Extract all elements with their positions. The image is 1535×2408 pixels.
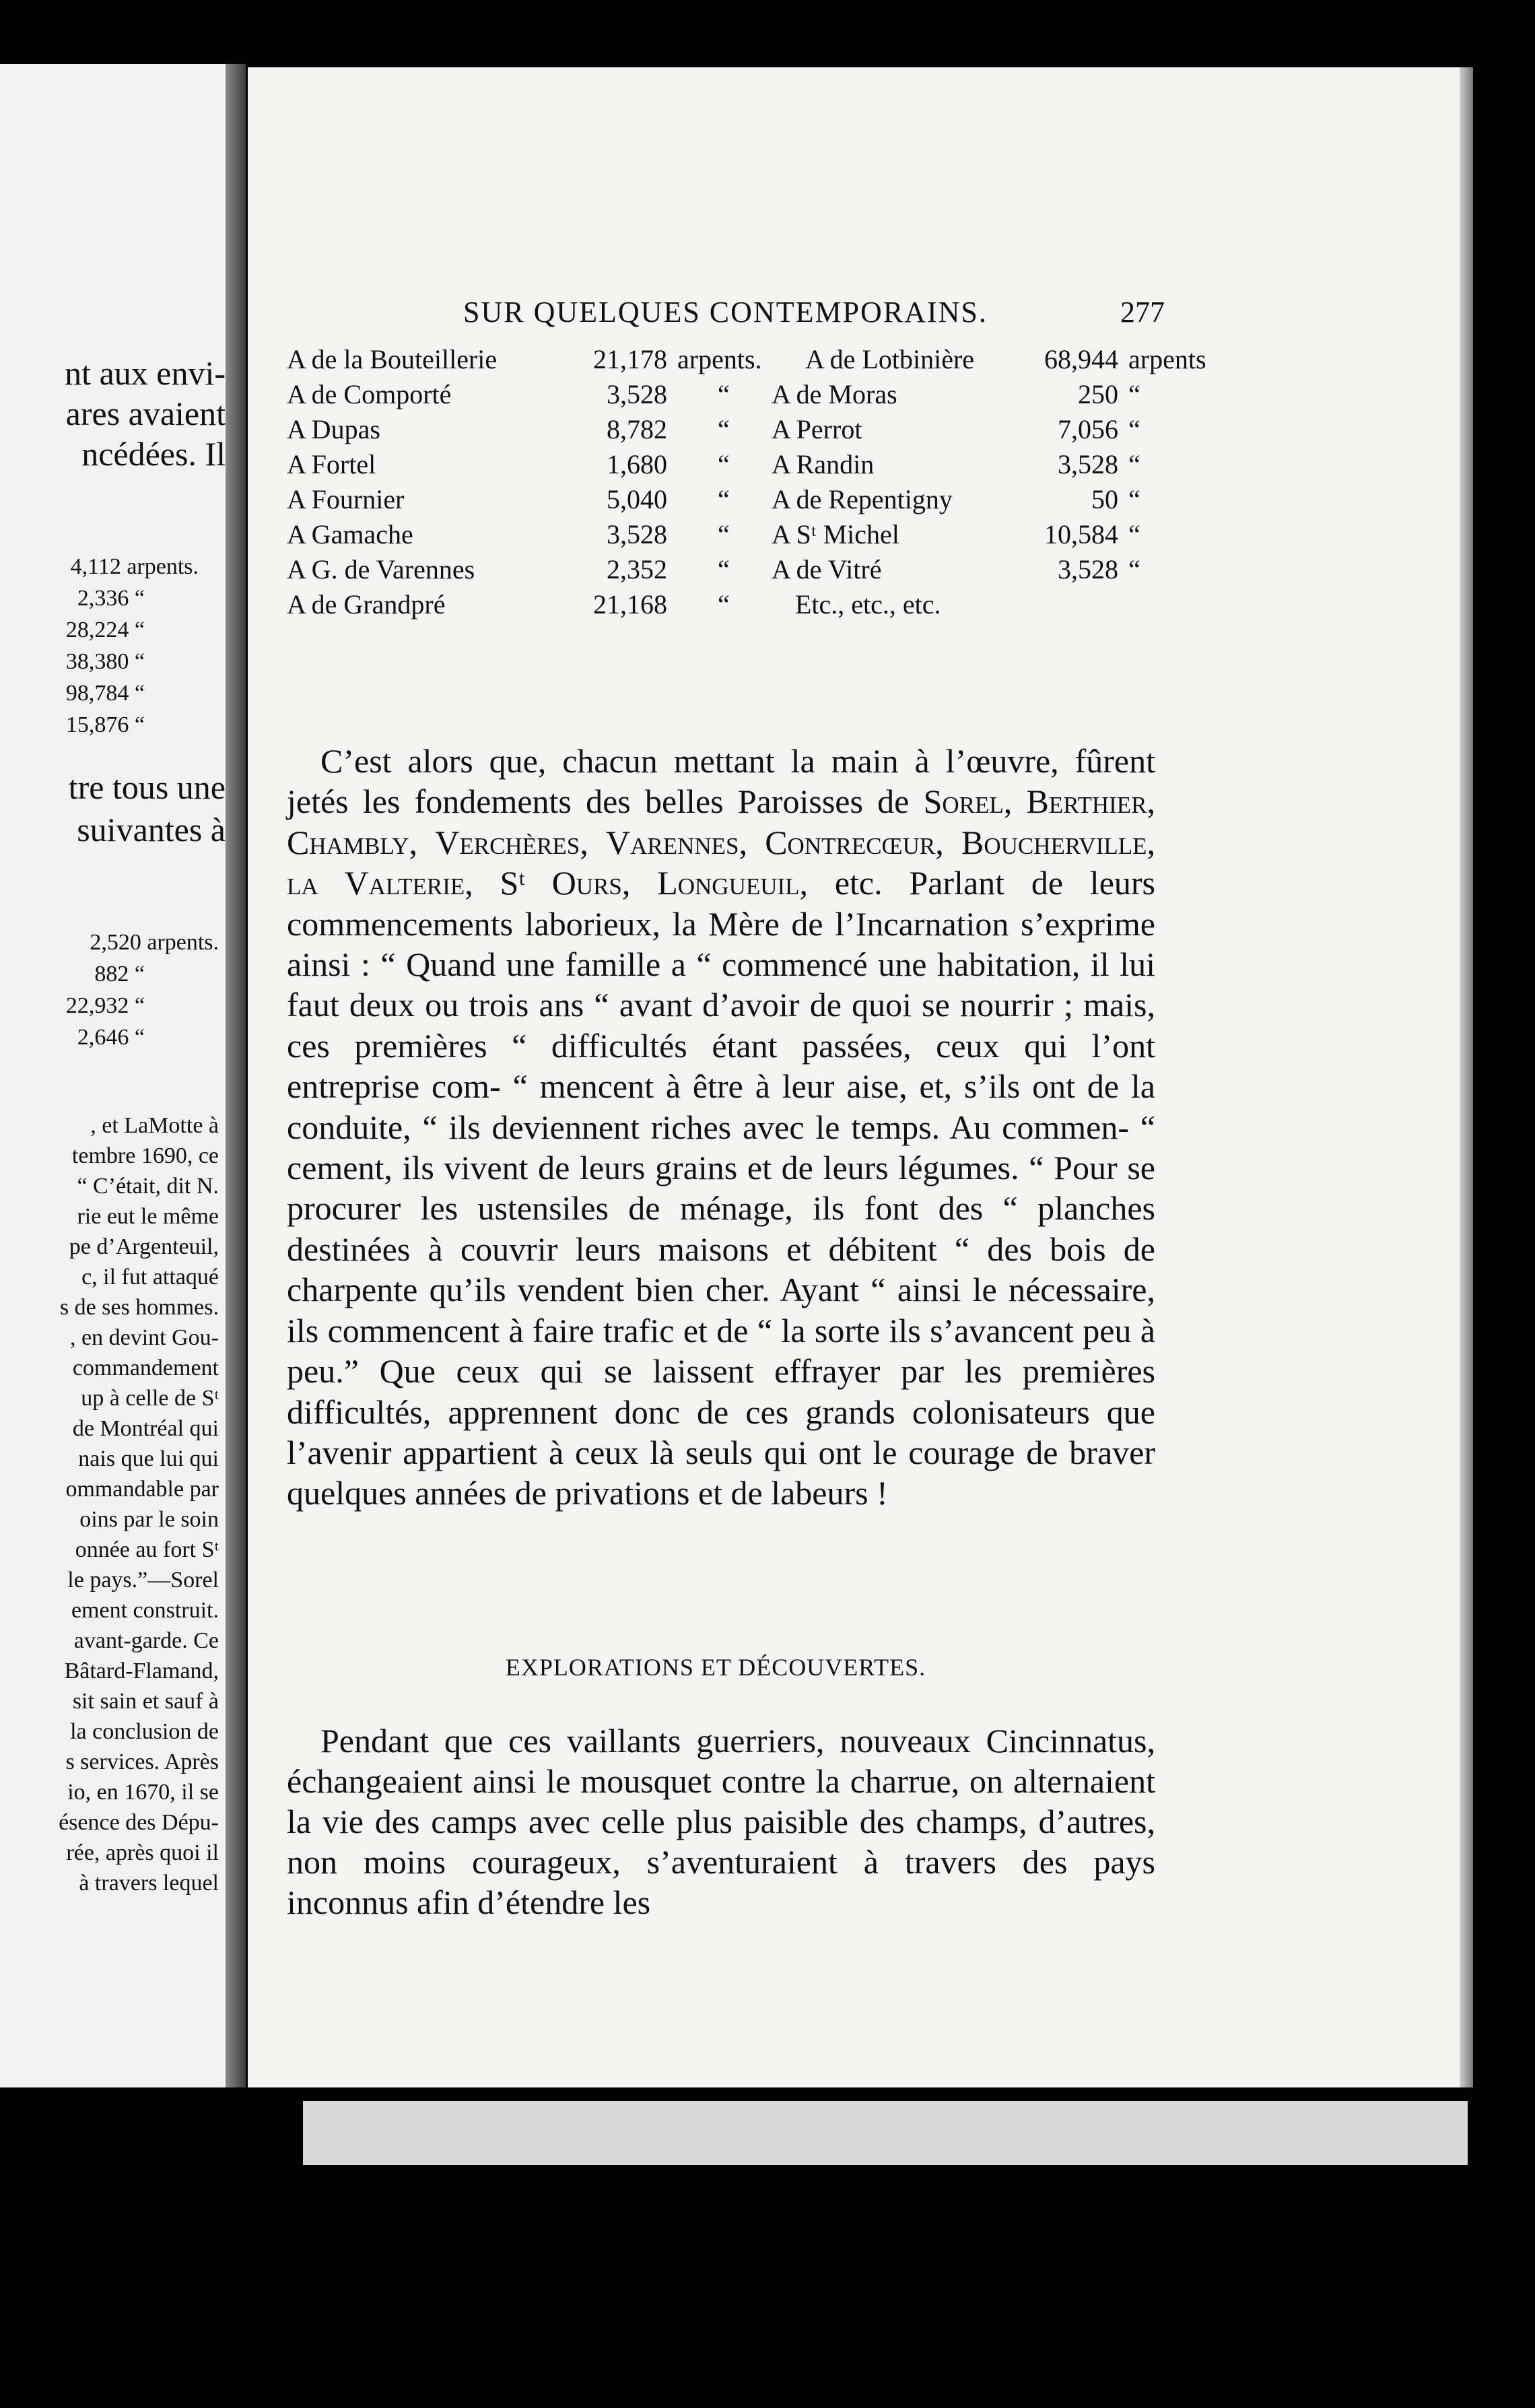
- table-row: [287, 483, 1229, 519]
- parish-st-ours: Sᵗ Ours: [500, 864, 622, 902]
- running-title: SUR QUELQUES CONTEMPORAINS.: [463, 296, 988, 329]
- left-line: tre tous une: [68, 768, 226, 806]
- left-line: 2,336 “: [77, 586, 145, 611]
- left-line: up à celle de Sᵗ: [81, 1386, 219, 1411]
- separator: ,: [621, 864, 658, 902]
- left-line: suivantes à: [77, 811, 226, 848]
- paragraph-explorations: [287, 1720, 1155, 1922]
- grant-amount: 7,056: [1058, 414, 1118, 444]
- grant-amount: 1,680: [607, 449, 667, 479]
- land-grants-table: [287, 343, 1229, 624]
- grant-unit: arpents.: [677, 344, 762, 374]
- ditto-mark: “: [1128, 379, 1140, 409]
- separator: ,: [739, 823, 765, 861]
- grantee-name: A Fortel: [287, 449, 376, 479]
- grant-amount: 2,352: [607, 554, 667, 584]
- grant-amount: 3,528: [607, 519, 667, 549]
- separator: ,: [1003, 782, 1027, 821]
- left-line: nais que lui qui: [78, 1446, 219, 1471]
- left-line: avant-garde. Ce: [73, 1628, 219, 1653]
- paragraph-text: Pendant que ces vaillants guerriers, nouveaux Cincinnatus, échangeaient ainsi le mousquet contre la charrue, on alternaient la vie des camps avec celle plus paisible des champs, d’autres, non moins courageux, s’aventuraient à travers des pays inconnus afin d’étendre les: [287, 1722, 1155, 1921]
- separator: ,: [409, 823, 436, 861]
- left-line: 882 “: [94, 962, 145, 986]
- ditto-mark: “: [1128, 554, 1140, 584]
- separator: ,: [1147, 782, 1156, 821]
- separator: ,: [580, 823, 606, 861]
- grantee-name: A Fournier: [287, 484, 405, 514]
- parish-berthier: Berthier: [1026, 782, 1147, 821]
- grantee-name: A de Repentigny: [772, 484, 953, 514]
- ditto-mark: “: [718, 519, 730, 549]
- grantee-name: A G. de Varennes: [287, 554, 475, 584]
- grant-amount: 8,782: [607, 414, 667, 444]
- text-run: , etc. Parlant de leurs commencements laborieux, la Mère de l’Incarnation s’exprime ainsi : “ Quand une famille a “ commencé une habitation, il lui faut deux ou trois ans “ avant d’avoir de quoi se nourrir ; mais, ces premières “ difficultés étant passées, ceux qui l’ont entreprise com- “ mencent à être à leur aise, et, s’ils ont de la conduite, “ ils deviennent riches avec le temps. Au commen- “ cement, ils vivent de leurs grains et de leurs légumes. “ Pour se procurer les ustensiles de ménage, ils font des “ planches destinées à couvrir leurs maisons et débitent “ des bois de charpente qu’ils vendent bien cher. Ayant “ ainsi le nécessaire, ils commencent à faire trafic et de “ la sorte ils s’avancent peu à peu.” Que ceux qui se laissent effrayer par les premières difficultés, apprennent donc de ces grands colonisateurs que l’avenir appartient à ceux là seuls qui ont le courage de braver quelques années de privations et de labeurs !: [287, 864, 1155, 1512]
- left-line: la conclusion de: [70, 1719, 219, 1744]
- ditto-mark: “: [718, 449, 730, 479]
- left-line: pe d’Argenteuil,: [69, 1234, 219, 1259]
- ditto-mark: “: [1128, 414, 1140, 444]
- left-line: 15,876 “: [65, 712, 145, 737]
- facing-page-fragment: [0, 64, 239, 2087]
- grant-amount: 250: [1078, 379, 1118, 409]
- left-line: 2,520 arpents.: [90, 930, 219, 955]
- left-line: oins par le soin: [79, 1507, 219, 1532]
- table-row: [287, 519, 1229, 554]
- book-spine-shadow: [226, 64, 246, 2087]
- grantee-name: A de Comporté: [287, 379, 452, 409]
- table-row: [287, 448, 1229, 483]
- left-line: nt aux envi-: [65, 354, 226, 392]
- running-header: [248, 295, 1460, 335]
- etcetera: Etc., etc., etc.: [795, 589, 941, 620]
- left-line: 22,932 “: [65, 993, 145, 1018]
- parish-longueuil: Longueuil: [657, 864, 800, 902]
- left-line: ement construit.: [71, 1598, 219, 1623]
- grantee-name: A de Vitré: [772, 554, 882, 584]
- left-line: Bâtard-Flamand,: [64, 1659, 219, 1683]
- left-line: 4,112 arpents.: [70, 554, 199, 579]
- left-line: tembre 1690, ce: [71, 1143, 219, 1168]
- ditto-mark: “: [718, 554, 730, 584]
- left-line: 2,646 “: [77, 1025, 145, 1050]
- ditto-mark: “: [718, 379, 730, 409]
- left-line: ncédées. Il: [81, 435, 226, 473]
- book-page: [248, 67, 1460, 2087]
- parish-chambly: Chambly: [287, 823, 409, 861]
- grant-unit: arpents: [1128, 344, 1206, 374]
- left-line: ares avaient: [65, 395, 226, 432]
- table-row: [287, 343, 1229, 378]
- grantee-name: A de la Bouteillerie: [287, 344, 498, 374]
- grantee-name: A de Lotbinière: [805, 344, 975, 374]
- left-line: le pays.”—Sorel: [67, 1568, 219, 1593]
- table-row: [287, 378, 1229, 413]
- grantee-name: A de Moras: [772, 379, 897, 409]
- left-line: à travers lequel: [79, 1871, 219, 1896]
- left-line: sit sain et sauf à: [72, 1689, 219, 1714]
- grantee-name: A Sᵗ Michel: [772, 519, 899, 549]
- parish-contrecoeur: Contrecœur: [765, 823, 936, 861]
- grant-amount: 21,168: [593, 589, 667, 620]
- paragraph-parishes: [287, 741, 1155, 1514]
- left-line: commandement: [72, 1356, 219, 1380]
- left-line: 38,380 “: [65, 649, 145, 674]
- grant-amount: 5,040: [607, 484, 667, 514]
- table-row: [287, 589, 1229, 624]
- left-line: ésence des Dépu-: [59, 1810, 219, 1835]
- table-row: [287, 413, 1229, 448]
- grant-amount: 3,528: [1058, 554, 1118, 584]
- ditto-mark: “: [1128, 519, 1140, 549]
- left-line: 98,784 “: [65, 681, 145, 706]
- parish-varennes: Varennes: [605, 823, 739, 861]
- left-line: s de ses hommes.: [59, 1295, 219, 1320]
- grantee-name: A Perrot: [772, 414, 862, 444]
- left-line: de Montréal qui: [72, 1416, 219, 1441]
- ditto-mark: “: [718, 589, 730, 620]
- grantee-name: A Gamache: [287, 519, 413, 549]
- ditto-mark: “: [1128, 484, 1140, 514]
- grantee-name: A Dupas: [287, 414, 380, 444]
- ditto-mark: “: [1128, 449, 1140, 479]
- left-line: , en devint Gou-: [70, 1325, 219, 1350]
- page-edge-shadow: [1460, 67, 1473, 2087]
- left-line: io, en 1670, il se: [67, 1780, 219, 1805]
- grant-amount: 68,944: [1044, 344, 1118, 374]
- left-line: “ C’était, dit N.: [77, 1174, 219, 1199]
- parish-vercheres: Verchères: [435, 823, 580, 861]
- left-line: s services. Après: [65, 1749, 219, 1774]
- page-bottom-edge: [303, 2101, 1468, 2165]
- grant-amount: 21,178: [593, 344, 667, 374]
- ditto-mark: “: [718, 484, 730, 514]
- grantee-name: A de Grandpré: [287, 589, 446, 620]
- left-line: , et LaMotte à: [90, 1113, 219, 1138]
- left-line: onnée au fort Sᵗ: [75, 1537, 219, 1562]
- separator: ,: [1147, 823, 1155, 861]
- grant-amount: 3,528: [1058, 449, 1118, 479]
- left-line: c, il fut attaqué: [81, 1265, 219, 1290]
- parish-boucherville: Boucherville: [961, 823, 1147, 861]
- separator: ,: [465, 864, 500, 902]
- left-line: ommandable par: [65, 1477, 219, 1502]
- left-line: rie eut le même: [77, 1204, 219, 1229]
- ditto-mark: “: [718, 414, 730, 444]
- section-heading: EXPLORATIONS ET DÉCOUVERTES.: [505, 1654, 926, 1681]
- left-line: 28,224 “: [65, 617, 145, 642]
- grant-amount: 10,584: [1044, 519, 1118, 549]
- parish-sorel: Sorel: [923, 782, 1004, 821]
- page-number: 277: [1120, 296, 1165, 329]
- text-run: C’est alors que, chacun mettant la main à l’œuvre, fûrent jetés les fondements des belles Paroisses de: [287, 742, 1155, 821]
- grant-amount: 3,528: [607, 379, 667, 409]
- separator: ,: [935, 823, 961, 861]
- grant-amount: 50: [1091, 484, 1118, 514]
- table-row: [287, 554, 1229, 589]
- left-line: rée, après quoi il: [66, 1840, 219, 1865]
- parish-la-valterie: la Valterie: [287, 864, 465, 902]
- grantee-name: A Randin: [772, 449, 875, 479]
